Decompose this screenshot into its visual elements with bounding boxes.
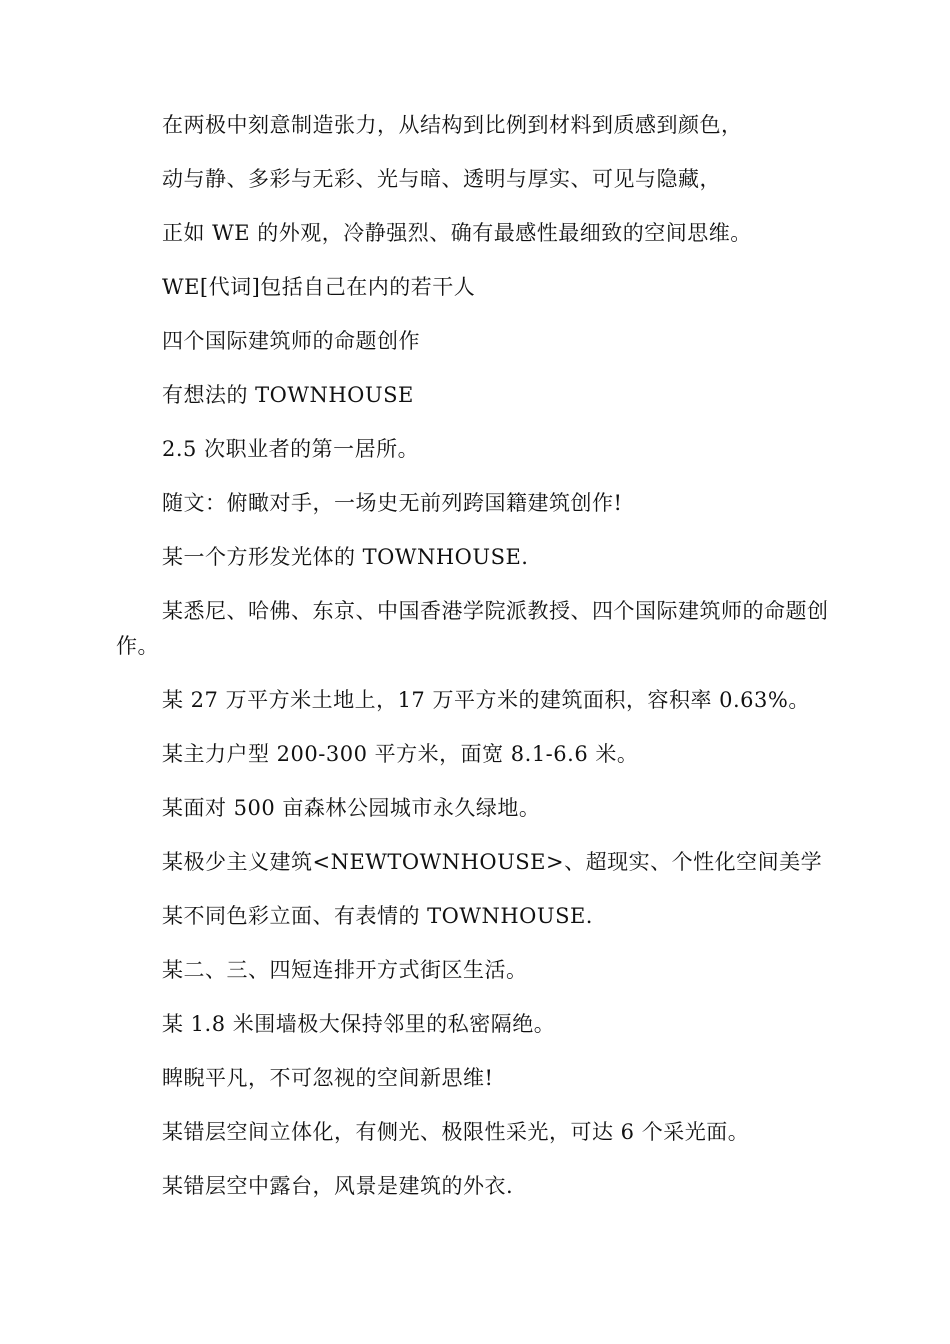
paragraph: 某主力户型 200-300 平方米，面宽 8.1-6.6 米。 xyxy=(162,742,639,766)
paragraph: 某悉尼、哈佛、东京、中国香港学院派教授、四个国际建筑师的命题创作。 xyxy=(116,599,829,658)
paragraph: 某错层空间立体化，有侧光、极限性采光，可达 6 个采光面。 xyxy=(162,1120,750,1144)
paragraph: 在两极中刻意制造张力，从结构到比例到材料到质感到颜色， xyxy=(162,113,743,137)
paragraph: 某面对 500 亩森林公园城市永久绿地。 xyxy=(162,796,541,820)
document-body xyxy=(116,108,836,1223)
paragraph: 某不同色彩立面、有表情的 TOWNHOUSE. xyxy=(162,904,593,928)
paragraph: 某极少主义建筑<NEWTOWNHOUSE>、超现实、个性化空间美学 xyxy=(162,850,823,874)
paragraph: 某二、三、四短连排开方式街区生活。 xyxy=(162,958,528,982)
paragraph: 动与静、多彩与无彩、光与暗、透明与厚实、可见与隐藏， xyxy=(162,167,721,191)
paragraph: 正如 WE 的外观，冷静强烈、确有最感性最细致的空间思维。 xyxy=(162,221,752,245)
paragraph: 四个国际建筑师的命题创作 xyxy=(162,329,420,353)
paragraph: 某 27 万平方米土地上，17 万平方米的建筑面积，容积率 0.63%。 xyxy=(162,688,810,712)
paragraph: 某 1.8 米围墙极大保持邻里的私密隔绝。 xyxy=(162,1012,556,1036)
paragraph: 随文：俯瞰对手，一场史无前列跨国籍建筑创作! xyxy=(162,491,623,515)
paragraph: WE[代词]包括自己在内的若干人 xyxy=(162,275,476,299)
paragraph: 某一个方形发光体的 TOWNHOUSE. xyxy=(162,545,529,569)
paragraph: 睥睨平凡，不可忽视的空间新思维! xyxy=(162,1066,494,1090)
paragraph: 有想法的 TOWNHOUSE xyxy=(162,383,414,407)
paragraph: 某错层空中露台，风景是建筑的外衣. xyxy=(162,1174,514,1198)
paragraph: 2.5 次职业者的第一居所。 xyxy=(162,437,420,461)
